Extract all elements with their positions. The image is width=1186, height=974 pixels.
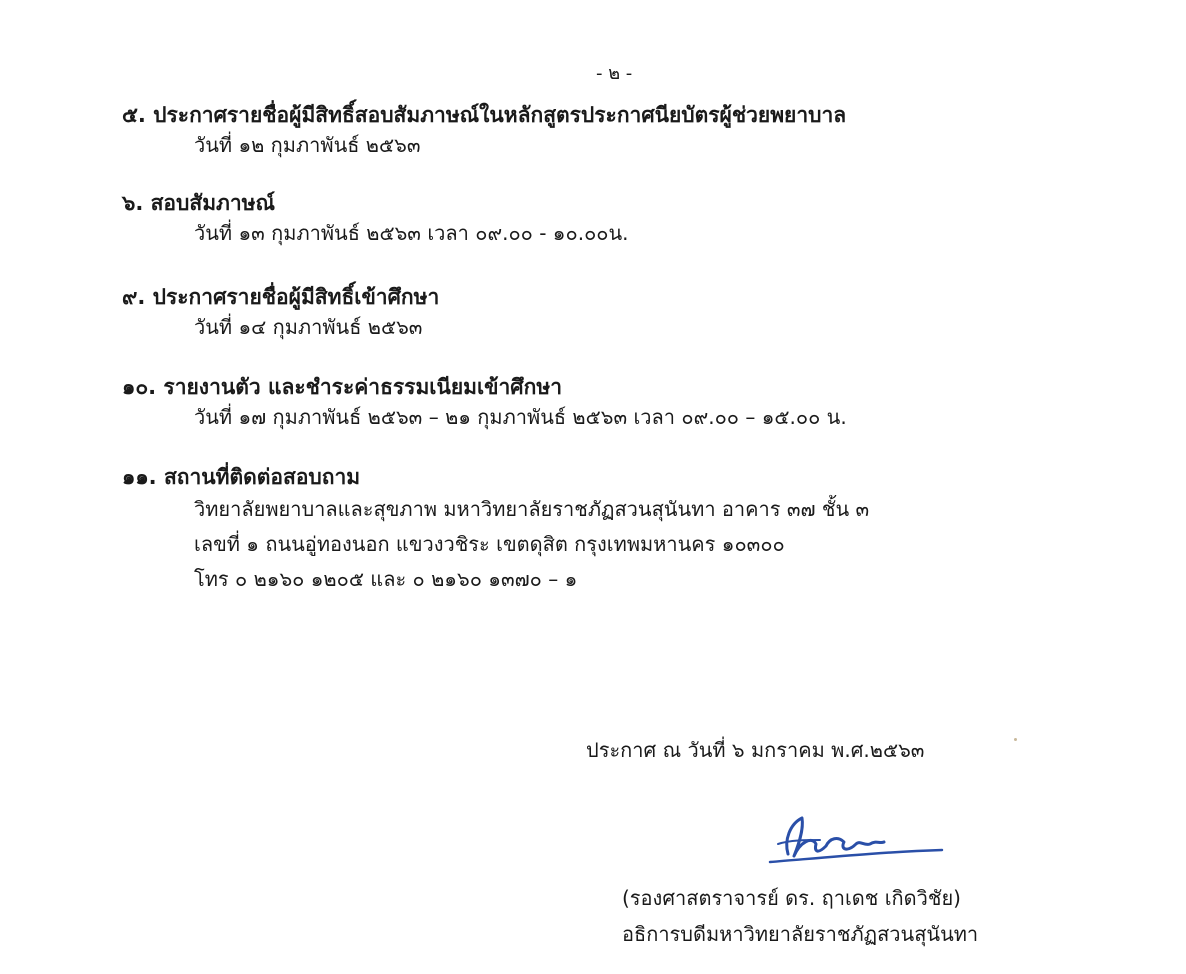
item-5 <box>122 100 846 160</box>
item-detail: วันที่ ๑๓ กุมภาพันธ์ ๒๕๖๓ เวลา ๐๙.๐๐ - ๑๐.๐๐น. <box>194 221 629 245</box>
item-6 <box>122 188 629 248</box>
item-detail: วันที่ ๑๔ กุมภาพันธ์ ๒๕๖๓ <box>194 315 423 339</box>
item-title: ๖. สอบสัมภาษณ์ <box>122 191 275 215</box>
item-title: ๙. ประกาศรายชื่อผู้มีสิทธิ์เข้าศึกษา <box>122 285 440 309</box>
contact-line: วิทยาลัยพยาบาลและสุขภาพ มหาวิทยาลัยราชภัฏสวนสุนันทา อาคาร ๓๗ ชั้น ๓ <box>194 497 870 521</box>
paper-speck <box>1014 738 1017 741</box>
page-number: - ๒ - <box>596 63 633 84</box>
signer-block <box>622 880 978 952</box>
signature-image <box>760 810 950 880</box>
item-10 <box>122 372 847 432</box>
contact-line: เลขที่ ๑ ถนนอู่ทองนอก แขวงวชิระ เขตดุสิต กรุงเทพมหานคร ๑๐๓๐๐ <box>194 532 785 556</box>
item-detail: วันที่ ๑๗ กุมภาพันธ์ ๒๕๖๓ – ๒๑ กุมภาพันธ์ ๒๕๖๓ เวลา ๐๙.๐๐ – ๑๕.๐๐ น. <box>194 405 847 429</box>
contact-line: โทร ๐ ๒๑๖๐ ๑๒๐๕ และ ๐ ๒๑๖๐ ๑๓๗๐ – ๑ <box>194 567 578 591</box>
signer-position: อธิการบดีมหาวิทยาลัยราชภัฏสวนสุนันทา <box>622 922 979 946</box>
item-title: ๕. ประกาศรายชื่อผู้มีสิทธิ์สอบสัมภาษณ์ในหลักสูตรประกาศนียบัตรผู้ช่วยพยาบาล <box>122 103 847 127</box>
signer-name: (รองศาสตราจารย์ ดร. ฤาเดช เกิดวิชัย) <box>622 886 961 910</box>
item-title: ๑๐. รายงานตัว และชำระค่าธรรมเนียมเข้าศึกษา <box>122 375 562 399</box>
contact-title: ๑๑. สถานที่ติดต่อสอบถาม <box>122 465 361 489</box>
announcement-date: ประกาศ ณ วันที่ ๖ มกราคม พ.ศ.๒๕๖๓ <box>586 738 925 762</box>
item-9 <box>122 282 439 342</box>
item-11-contact <box>122 462 869 597</box>
item-detail: วันที่ ๑๒ กุมภาพันธ์ ๒๕๖๓ <box>194 133 421 157</box>
